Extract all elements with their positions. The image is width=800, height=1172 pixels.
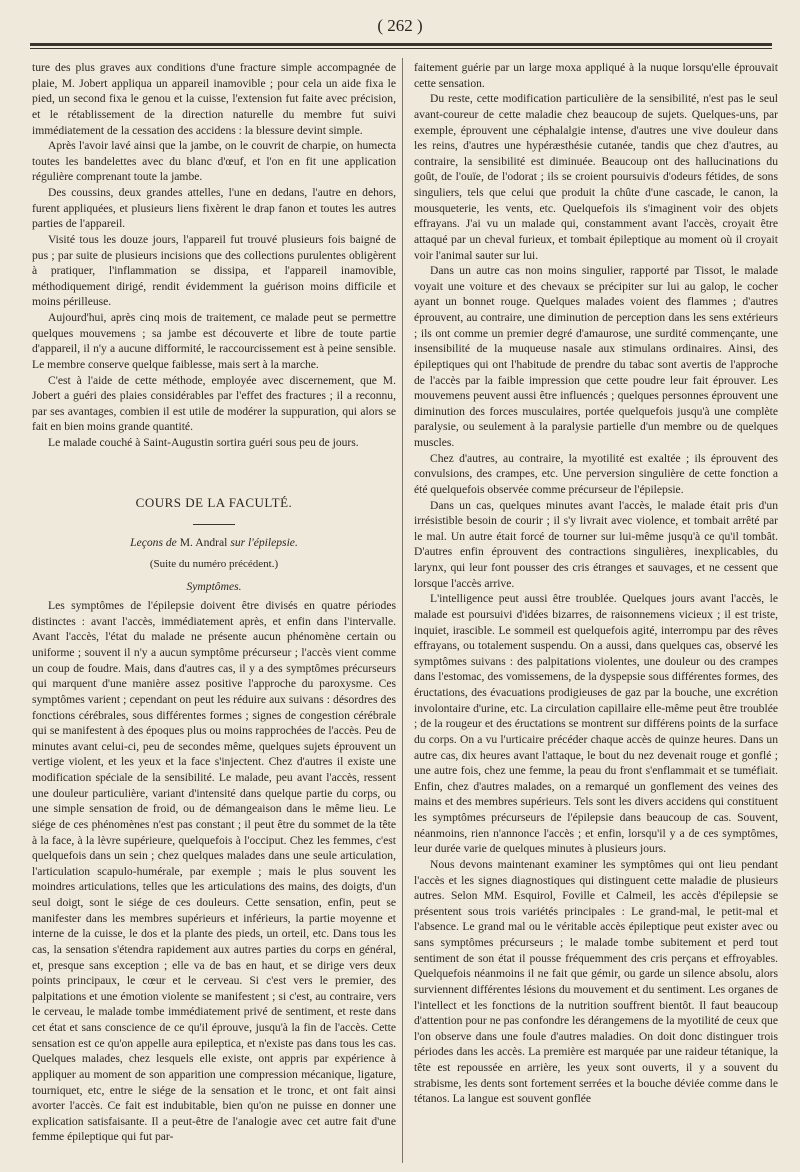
right-column <box>414 60 778 1165</box>
section-title: COURS DE LA FACULTÉ. <box>135 494 293 510</box>
paragraph: Des coussins, deux grandes attelles, l'une en dedans, l'autre en dehors, furent appliquées, et plusieurs liens fixèrent le drap fanon et toutes les autres parties de l'appareil. <box>32 186 396 231</box>
paragraph: Après l'avoir lavé ainsi que la jambe, on le couvrit de charpie, on humecta toutes les bandelettes avec du blanc d'œuf, et l'on en fit une application régulière comprenant toute la jambe. <box>32 139 396 184</box>
page-header <box>0 10 800 46</box>
paragraph: Le malade couché à Saint-Augustin sortira guéri sous peu de jours. <box>48 436 359 449</box>
continuation-note: (Suite du numéro précédent.) <box>149 557 279 570</box>
paragraph: Nous devons maintenant examiner les symptômes qui ont lieu pendant l'accès et les signes diagnostiques qui distinguent cette maladie de plusieurs autres. Selon MM. Esquirol, Foville et Calmeil, les accès d'épilepsie se présentent sous trois variétés principales : Le grand-mal, le petit-mal et l'absence. Le grand mal ou le véritable accès épileptique peut exister avec ou sans symptômes précurseurs ; le malade tombe subitement et perd tout sentiment de son état il pousse fréquemment des cris perçans et effroyables. Quelquefois néanmoins il ne fait que gémir, ou garde un silence absolu, alors surviennent différentes lésions du mouvement et du sentiment. Les organes de l'intellect et les fonctions de la nutrition souffrent bientôt. Il faut beaucoup d'attention pour ne pas confondre les dérangemens de la myotilité de ceux que l'on observe dans une foule d'autres maladies. On doit donc distinguer trois périodes dans les accès. La première est marquée par une raideur tétanique, la tête est repoussée en arrière, les yeux sont ouverts, il y a souvent du strabisme, les dents sont fortement serrées et la bouche déviée comme dans le tétanos. La langue est souvent gonflée <box>414 857 778 1106</box>
paragraph: Aujourd'hui, après cinq mois de traitement, ce malade peut se permettre quelques mouvemens ; sa jambe est découverte et libre de toute partie d'appareil, il n'y a aucune difformité, le raccourcissement est à peine sensible. Le membre conserve quelque faiblesse, mais sert à la marche. <box>32 311 396 371</box>
paragraph: Dans un autre cas non moins singulier, rapporté par Tissot, le malade voyait une voiture et des chevaux se précipiter sur lui au galop, le cocher ayant un bonnet rouge. Quelques malades voient des flammes ; d'autres éprouvent, au contraire, une diminution de perception dans les sens extérieurs ; ils ont comme un premier degré d'amaurose, une surdité commençante, une insensibilité de la muqueuse nasale aux stimulans ordinaires. Ainsi, des épileptiques qui ont l'habitude de prendre du tabac sont avertis de l'approche de l'accès par la faible impression que cette poudre leur fait éprouver. Les mouvemens peuvent aussi être influencés ; quelques personnes éprouvent une diminution des forces musculaires, portée quelquefois jusqu'à une complète paralysie, ou seulement à la paralysie partielle d'un membre ou de quelques muscles. <box>414 264 778 449</box>
subheading: Symptômes. <box>186 579 242 593</box>
left-column <box>32 60 396 1165</box>
lecture-author: M. Andral <box>179 536 228 550</box>
paragraph: Visité tous les douze jours, l'appareil fut trouvé plusieurs fois baigné de pus ; par suite de plusieurs incisions que des collections purulentes obligèrent à pratiquer, l'inflammation se dissipa, et l'appareil inamovible, méthodiquement dirigé, rendit évidemment la guérison moins difficile et moins périlleuse. <box>32 232 396 309</box>
lecture-subject: sur l'épilepsie. <box>230 536 298 550</box>
lecture-heading <box>32 535 396 551</box>
section-rule <box>193 524 235 525</box>
paragraph: Du reste, cette modification particulière de la sensibilité, n'est pas le seul avant-coureur de cette maladie chez beaucoup de sujets. Quelques-uns, par exemple, éprouvent une céphalalgie intense, d'autres une vive douleur dans les reins, d'autres une hypéræsthésie cutanée, tandis que chez d'autres, au contraire, la sensibilité est diminuée. Beaucoup ont des hallucinations du goût, de l'ouïe, de l'odorat ; ils se croient poursuivis d'odeurs fétides, de sons singuliers, tels que celui que produit la chûte d'une cascade, le canon, la mousqueterie, les vents, etc. Quelquefois ils s'imaginent voir des objets effrayans. J'ai vu un malade qui, constamment avant l'accès, croyait être attaqué par un cheval furieux, et tombait épileptique au moment où il croyait voir l'animal sauter sur lui. <box>414 92 778 262</box>
paragraph: faitement guérie par un large moxa appliqué à la nuque lorsqu'elle éprouvait cette sensation. <box>414 61 778 90</box>
column-divider <box>402 58 403 1163</box>
paragraph: Chez d'autres, au contraire, la myotilité est exaltée ; ils éprouvent des convulsions, des crampes, etc. Une perversion singulière de cette fonction a été quelquefois observée comme précurseur de l'épilepsie. <box>414 451 778 496</box>
header-rule-thick <box>30 43 772 46</box>
header-rule-thin <box>30 48 772 49</box>
paragraph: ture des plus graves aux conditions d'une fracture simple accompagnée de plaie, M. Jobert appliqua un appareil inamovible ; pour cela un aide fixa le pied, un second fixa le genou et la cuisse, l'extension fut faite avec précision, et le rétablissement de la direction naturelle du membre fut suivi immédiatement de la cessation des accidens : la blessure devint simple. <box>32 61 396 137</box>
page-number: ( 262 ) <box>377 16 423 35</box>
lecture-prefix: Leçons de <box>130 536 177 550</box>
paragraph: Dans un cas, quelques minutes avant l'accès, le malade était pris d'un irrésistible besoin de courir ; il s'y livrait avec violence, et tombait arrêté par le mal. Un autre était forcé de tourner sur lui-même jusqu'à ce qu'il tombât. D'autres enfin éprouvent des contractions singulières, inexplicables, du larynx, qui leur font pousser des cris étranges et sauvages, et ne cessent que lorsque l'accès arrive. <box>414 498 778 590</box>
paragraph: C'est à l'aide de cette méthode, employée avec discernement, que M. Jobert a guéri des plaies considérables par l'effet des fractures ; il a reconnu, par ses avantages, combien il est utile de modérer la suppuration, qui alors se fait en bien moins grande quantité. <box>32 373 396 434</box>
paragraph: L'intelligence peut aussi être troublée. Quelques jours avant l'accès, le malade est poursuivi d'idées bizarres, de raisonnemens vicieux ; il est triste, inquiet, irascible. Le sommeil est quelquefois agité, interrompu par des rêves effrayans, ou totalement suspendu. On a aussi, dans quelques cas, observé les symptômes suivans : des palpitations violentes, une douleur ou des crampes dans l'estomac, des vomissemens, de la dyspepsie sous différentes formes, des éructations, des évacuations prodigieuses de gaz par la bouche, une excrétion involontaire d'urine, etc. La circulation capillaire elle-même peut être troublée ; de la rougeur et des éructations se montrent sur différens points de la surface du corps. On a vu l'urticaire précéder chaque accès de quinze heures. Dans un autre cas, dix heures avant l'attaque, le bout du nez devenait rouge et gonflé ; une autre fois, chez une femme, la peau du front s'enflammait et se tuméfiait. Enfin, chez d'autres malades, on a remarqué un gonflement des veines des mains et des membres supérieurs. Tels sont les divers accidens qui constituent les symptômes précurseurs de l'épilepsie dans beaucoup de cas. Souvent, néanmoins, rien n'annonce l'accès ; et enfin, lorsqu'il y a de ces symptômes, leur durée varie de quelques minutes à plusieurs jours. <box>414 592 778 856</box>
paragraph: Les symptômes de l'épilepsie doivent être divisés en quatre périodes distinctes : avant l'accès, immédiatement après, et enfin dans l'intervalle. Avant l'accès, l'état du malade ne présente aucun phénomène certain ou uniforme ; souvent il n'y a aucun symptôme précurseur ; l'accès vient comme un coup de foudre. Mais, dans d'autres cas, il y a des symptômes précurseurs qui marquent d'une manière assez positive l'approche du paroxysme. Ces symptômes varient ; cependant on peut les réduire aux suivans : désordres des fonctions cérébrales, sous différentes formes ; signes de congestion cérébrale qui se manifestent à des époques plus ou moins rapprochées de l'accès. Peu de minutes avant celui-ci, peu de secondes même, quelques sujets éprouvent un vertige violent, et les yeux et la face s'injectent. Chez d'autres il existe une modification spéciale de la sensibilité. Le malade, peu avant l'accès, ressent une douleur particulière, variant d'intensité dans quelque partie du corps, ou une simple sensation de froid, ou de démangeaison dans le même lieu. Le siége de ces phénomènes n'est pas constant ; il peut être du sommet de la tête à la face, à la lèvre supérieure, quelquefois à l'occiput. Chez les femmes, c'est quelquefois dans un sein ; chez quelques malades dans une seule articulation, l'articulation scapulo-humérale, par exemple ; mais le plus souvent les moindres articulations, telles que les articulations des mains, des doigts, d'un seul doigt, sont le siége de ces douleurs. Cette sensation, enfin, peut se manifester dans les membres supérieurs et inférieurs, la partie moyenne et interne de la cuisse, le dos et la plante des pieds, un orteil, etc. Dans tous les cas, la sensation s'étendra rapidement aux autres parties du corps en général, et, presque sans exception ; elle va de bas en haut, et se dirige vers deux points principaux, le cœur et le cerveau. Si c'est vers le premier, des palpitations et une émotion violente se manifestent ; si c'est, au contraire, vers le cerveau, le malade tombe immédiatement privé de sentiment, et reste dans cet état et sans conscience de ce qu'il éprouve, jusqu'à la fin de l'accès. Cette sensation est ce qu'on appelle aura epileptica, et n'existe pas dans tous les cas. Quelques malades, chez lesquels elle existe, ont appris par expérience à appliquer au moment de son apparition une compression mécanique, ligature, tourniquet, etc, entre le siége de la sensation et le tronc, et ont fait ainsi avorter l'accès. Ce fait est indubitable, bien qu'on ne puisse en donner une explication satisfaisante. Il a peut-être de l'analogie avec cet autre fait d'une femme épileptique qui fut par- <box>32 599 396 1144</box>
